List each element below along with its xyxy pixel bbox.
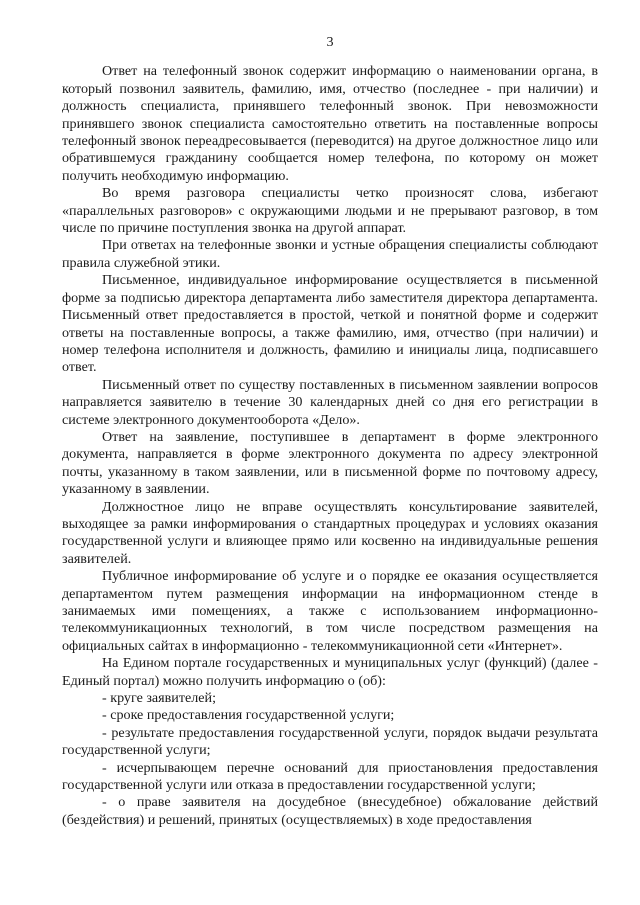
list-item-grounds: - исчерпывающем перечне оснований для приостановления предоставления государственной услуги или отказа в предоставлении государственной услуги; — [62, 759, 598, 794]
paragraph-conversation: Во время разговора специалисты четко произносят слова, избегают «параллельных разговоров» с окружающими людьми и не прерывают разговор, в том числе по причине поступления звонка на другой аппарат. — [62, 185, 598, 237]
paragraph-electronic-answer: Ответ на заявление, поступившее в департамент в форме электронного документа, направляется в форме электронного документа по адресу электронной почты, указанному в таком заявлении, или в письменной форме по почтовому адресу, указанному в заявлении. — [62, 428, 598, 498]
document-page — [62, 34, 598, 829]
list-item-term: - сроке предоставления государственной услуги; — [102, 707, 395, 724]
paragraph-public-info: Публичное информирование об услуге и о порядке ее оказания осуществляется департаментом путем размещения информации на информационном стенде в занимаемых ими помещениях, а также с использованием информационно-телекоммуникационных технологий, в том числе посредством размещения на официальных сайтах в информационно - телекоммуникационной сети «Интернет». — [62, 568, 598, 654]
list-item-appeal-right: - о праве заявителя на досудебное (внесудебное) обжалование действий (бездействия) и решений, принятых (осуществляемых) в ходе предоставления — [62, 794, 598, 828]
paragraph-written-answer-term: Письменный ответ по существу поставленных в письменном заявлении вопросов направляется заявителю в течение 30 календарных дней со дня его регистрации в системе электронного документооборота «Дело». — [62, 376, 598, 428]
paragraph-unified-portal: На Едином портале государственных и муниципальных услуг (функций) (далее - Единый портал) можно получить информацию о (об): — [62, 655, 598, 689]
paragraph-ethics: При ответах на телефонные звонки и устные обращения специалисты соблюдают правила служебной этики. — [62, 237, 598, 271]
list-item-result: - результате предоставления государственной услуги, порядок выдачи результата государственной услуги; — [62, 724, 598, 759]
list-item-applicants: - круге заявителей; — [102, 690, 217, 707]
page-number: 3 — [326, 34, 334, 50]
paragraph-phone-answer: Ответ на телефонный звонок содержит информацию о наименовании органа, в который позвонил заявитель, фамилию, имя, отчество (последнее - при наличии) и должность специалиста, принявшего телефонный звонок. При невозможности принявшего звонок специалиста самостоятельно ответить на поставленные вопросы телефонный звонок переадресовывается (переводится) на другое должностное лицо или обратившемуся гражданину сообщается номер телефона, по которому он может получить необходимую информацию. — [62, 63, 598, 184]
paragraph-written-info: Письменное, индивидуальное информирование осуществляется в письменной форме за подписью директора департамента либо заместителя директора департамента. Письменный ответ предоставляется в простой, четкой и понятной форме и содержит ответы на поставленные вопросы, а также фамилию, имя, отчество (при наличии) и номер телефона исполнителя и должность, фамилию и инициалы лица, подписавшего ответ. — [62, 272, 598, 376]
paragraph-consulting-limits: Должностное лицо не вправе осуществлять консультирование заявителей, выходящее за рамки информирования о стандартных процедурах и условиях оказания государственной услуги и влияющее прямо или косвенно на индивидуальные решения заявителей. — [62, 498, 598, 567]
